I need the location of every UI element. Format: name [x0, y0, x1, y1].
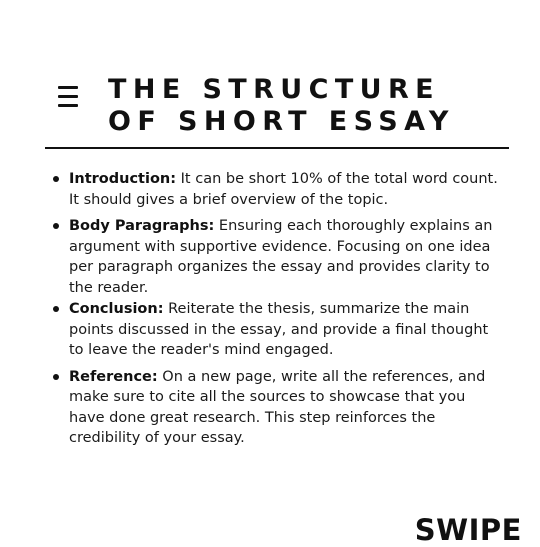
list-item-introduction: [51, 169, 501, 210]
title-line-2: OF SHORT ESSAY: [108, 106, 455, 137]
hamburger-menu-icon[interactable]: [58, 86, 78, 108]
bullet-dot-icon: [53, 223, 59, 229]
title-line-1: THE STRUCTURE: [108, 74, 441, 105]
item-text: Ensuring each thoroughly explains an argument with supportive evidence. Focusing on one idea per paragraph organizes the essay and provides clarity to the reader.: [69, 218, 493, 296]
item-term: Body Paragraphs:: [69, 218, 215, 234]
item-term: Introduction:: [69, 171, 177, 187]
item-term: Conclusion:: [69, 301, 164, 317]
list-item-reference: [51, 367, 501, 449]
page-title: [108, 74, 455, 138]
list-item-body-paragraphs: [51, 216, 501, 298]
title-divider: [45, 147, 509, 149]
item-term: Reference:: [69, 368, 158, 385]
item-text: Reiterate the thesis, summarize the main points discussed in the essay, and provide a final thought to leave the reader's mind engaged.: [69, 301, 489, 358]
bullet-dot-icon: [53, 176, 59, 182]
list-item-conclusion: [51, 299, 501, 361]
essay-structure-list: [51, 169, 501, 455]
bullet-dot-icon: [53, 374, 59, 380]
swipe-label[interactable]: SWIPE: [414, 513, 522, 547]
bullet-dot-icon: [53, 306, 59, 312]
item-text: It can be short 10% of the total word count. It should gives a brief overview of the topic.: [69, 171, 498, 208]
item-text: On a new page, write all the references, and make sure to cite all the sources to showcase that you have done great research. This step reinforces the credibility of your essay.: [69, 368, 486, 446]
